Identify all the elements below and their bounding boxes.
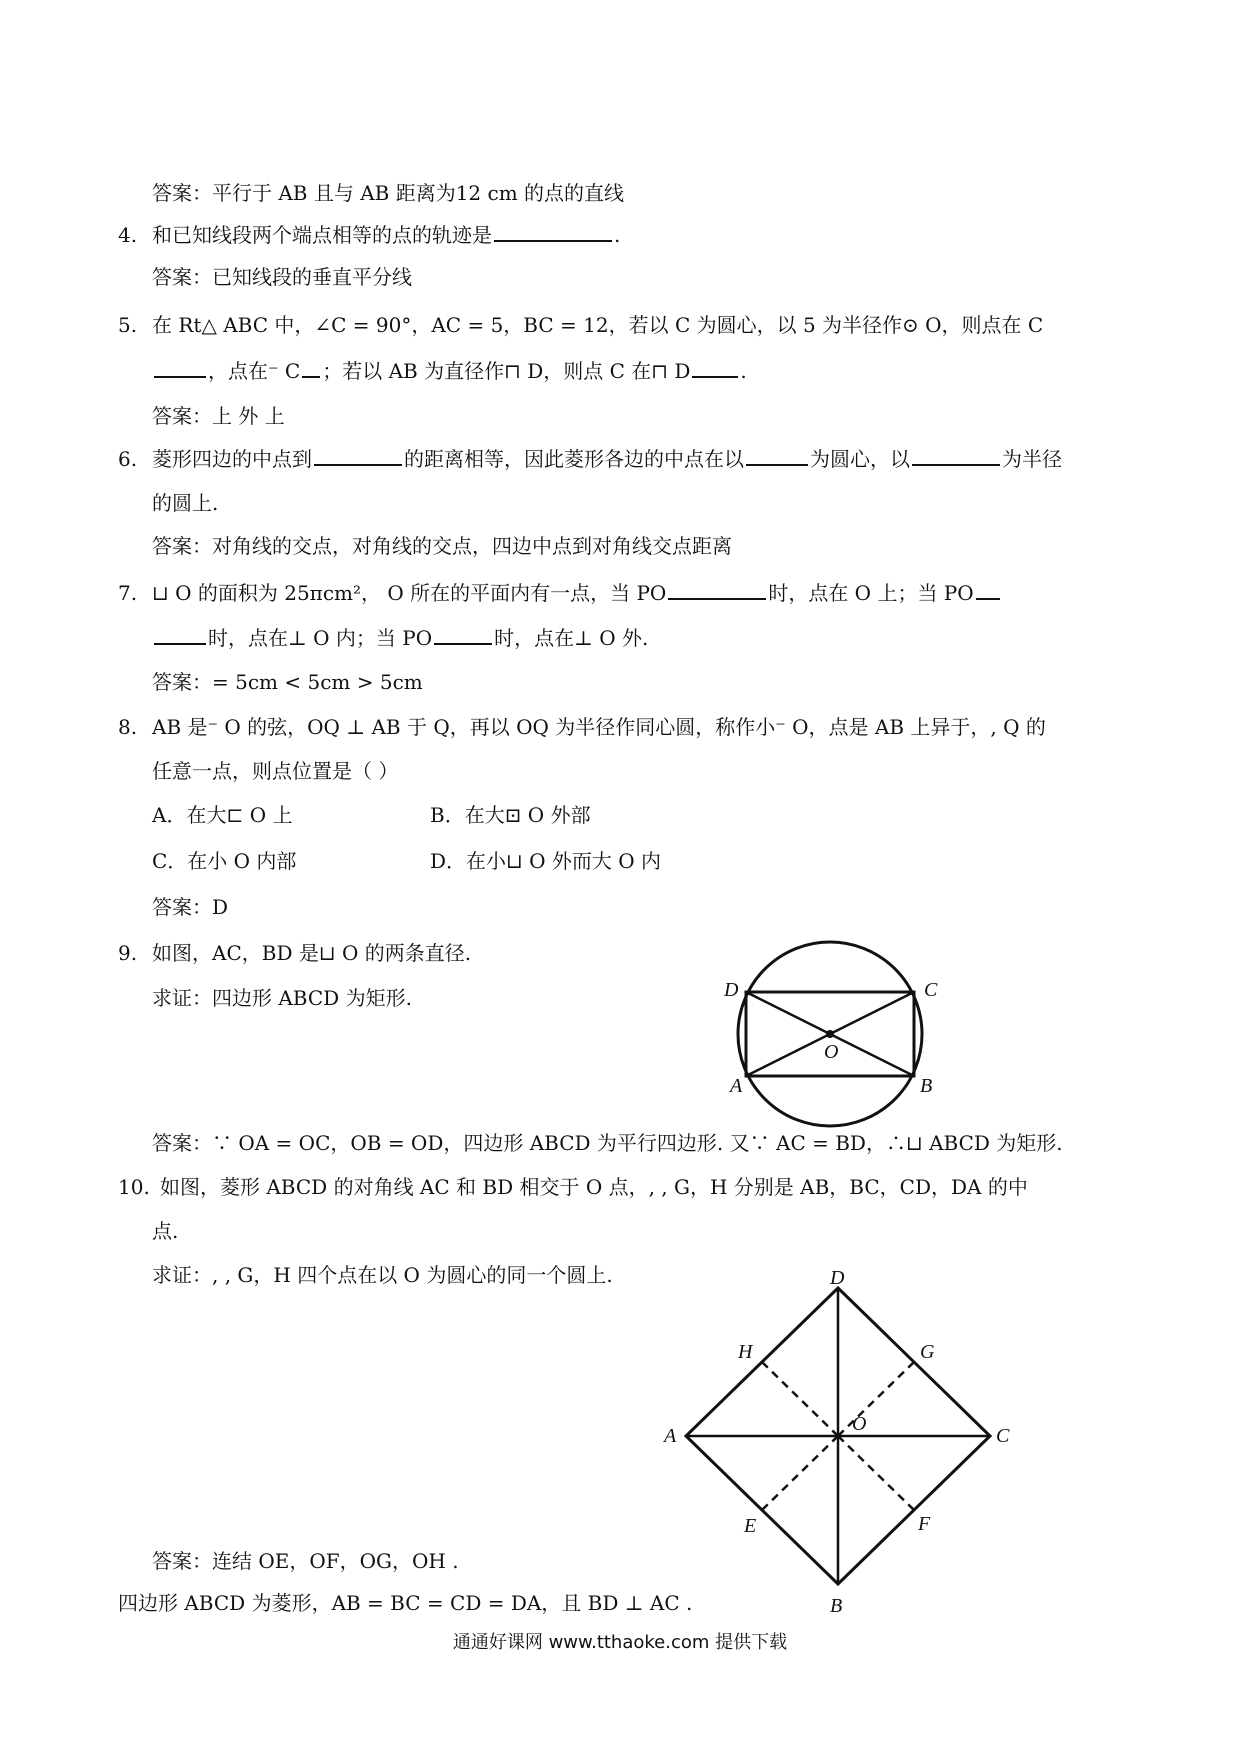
q10-number: 10. <box>118 1175 150 1199</box>
fig10-label-g: G <box>920 1341 935 1363</box>
q6-text-a: 菱形四边的中点到 <box>152 447 312 471</box>
q5-number: 5. <box>118 313 138 337</box>
q6-number: 6. <box>118 447 138 471</box>
q4-number: 4. <box>118 223 138 247</box>
fig9-label-d: D <box>724 979 739 1001</box>
fig9-label-a: A <box>730 1075 743 1097</box>
answer-5: 答案：上 外 上 <box>152 404 285 428</box>
fig10-label-d: D <box>830 1267 845 1289</box>
q10-line2: 点. <box>152 1219 179 1243</box>
answer-6: 答案：对角线的交点，对角线的交点，四边中点到对角线交点距离 <box>152 534 732 558</box>
last-line: 四边形 ABCD 为菱形，AB = BC = CD = DA，且 BD ⊥ AC . <box>118 1591 693 1615</box>
q6-text-c: 为圆心，以 <box>810 447 910 471</box>
q6-text-b: 的距离相等，因此菱形各边的中点在以 <box>404 447 744 471</box>
q5-text-b: ；若以 AB 为直径作⊓ D，则点 C 在⊓ D <box>322 359 691 383</box>
fig10-label-b: B <box>830 1595 843 1617</box>
answer-10: 答案：连结 OE，OF，OG，OH . <box>152 1549 459 1573</box>
q5-text-c: . <box>740 359 747 383</box>
fig9-label-o: O <box>824 1041 839 1063</box>
q9-line2: 求证：四边形 ABCD 为矩形. <box>152 986 412 1010</box>
fig10-label-c: C <box>996 1425 1010 1447</box>
q4-text: 和已知线段两个端点相等的点的轨迹是 <box>152 223 492 247</box>
q8-option-d: D．在小⊔ O 外而大 O 内 <box>430 849 662 873</box>
answer-7: 答案：= 5cm < 5cm > 5cm <box>152 670 423 694</box>
q6-text-d: 为半径 <box>1002 447 1062 471</box>
answer-9: 答案：∵ OA = OC，OB = OD，四边形 ABCD 为平行四边形. 又∵ AC = BD，∴⊔ ABCD 为矩形. <box>152 1131 1063 1155</box>
fig9-label-b: B <box>920 1075 933 1097</box>
fig9-label-c: C <box>924 979 938 1001</box>
fig10-dashed-oe <box>762 1436 838 1510</box>
answer-8: 答案：D <box>152 895 229 919</box>
q5-text-a: ，点在⁻ C <box>208 359 301 383</box>
fig10-label-e: E <box>744 1515 757 1537</box>
q8-line2: 任意一点，则点位置是（ ） <box>152 759 399 783</box>
fig10-label-a: A <box>664 1425 677 1447</box>
answer-4: 答案：已知线段的垂直平分线 <box>152 265 412 289</box>
q7-number: 7. <box>118 581 138 605</box>
q6-line2: 的圆上. <box>152 491 219 515</box>
q7-text-b: 时，点在 O 上；当 PO <box>768 581 974 605</box>
q7-text-c: 时，点在⊥ O 内；当 PO <box>208 626 433 650</box>
q5-line1: 在 Rt△ ABC 中，∠C = 90°，AC = 5，BC = 12，若以 C 为圆心，以 5 为半径作⊙ O，则点在 C <box>152 313 1044 337</box>
q8-number: 8. <box>118 715 138 739</box>
q4-end: . <box>614 223 621 247</box>
q10-line3: 求证：, , G，H 四个点在以 O 为圆心的同一个圆上. <box>152 1263 613 1287</box>
fig10-label-h: H <box>738 1341 753 1363</box>
q10-line1: 如图，菱形 ABCD 的对角线 AC 和 BD 相交于 O 点，, , G，H 分别是 AB，BC，CD，DA 的中 <box>160 1175 1028 1199</box>
q8-line1: AB 是⁻ O 的弦，OQ ⊥ AB 于 Q，再以 OQ 为半径作同心圆，称作小⁻ O，点是 AB 上异于，, Q 的 <box>152 715 1046 739</box>
fig10-dashed-og <box>838 1362 914 1436</box>
q7-text-a: ⊔ O 的面积为 25πcm²， O 所在的平面内有一点，当 PO <box>152 581 667 605</box>
q7-text-d: 时，点在⊥ O 外. <box>494 626 649 650</box>
q9-number: 9. <box>118 941 138 965</box>
footer-credit: 通通好课网 www.tthaoke.com 提供下载 <box>452 1632 788 1653</box>
fig10-label-f: F <box>918 1513 931 1535</box>
fig10-dashed-oh <box>762 1362 838 1436</box>
answer-3: 答案：平行于 AB 且与 AB 距离为12 cm 的点的直线 <box>152 181 625 205</box>
q8-option-a: A．在大⊏ O 上 <box>152 803 293 827</box>
fig10-label-o: O <box>852 1413 867 1435</box>
q9-line1: 如图，AC，BD 是⊔ O 的两条直径. <box>152 941 472 965</box>
q8-option-b: B．在大⊡ O 外部 <box>430 803 591 827</box>
q8-option-c: C．在小 O 内部 <box>152 849 297 873</box>
fig10-dashed-of <box>838 1436 914 1510</box>
